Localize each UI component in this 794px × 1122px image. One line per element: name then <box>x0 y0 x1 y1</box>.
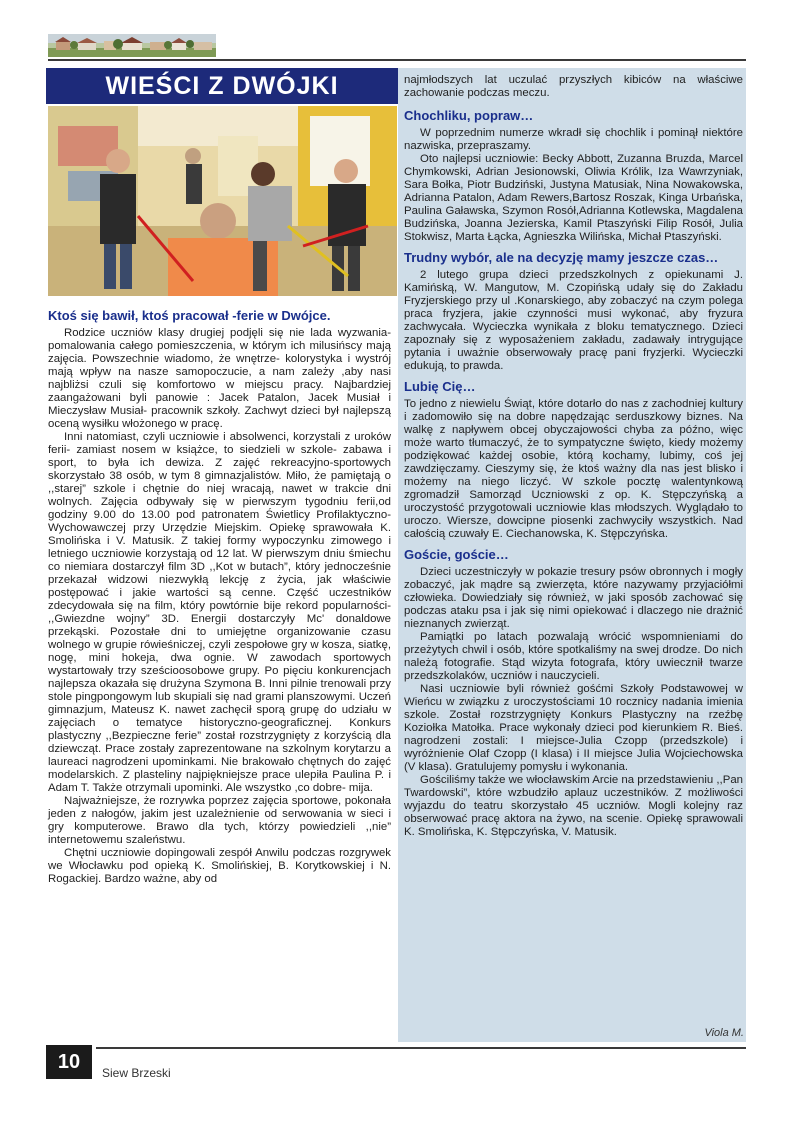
right-articles <box>404 74 743 839</box>
footer-rule <box>96 1047 746 1049</box>
page-number: 10 <box>46 1045 92 1079</box>
article-paragraph: Inni natomiast, czyli uczniowie i absolwenci, korzystali z uroków ferii- zamiast nosem w książce, to siedzieli w szkole- zabawa i sport, to była ich dewiza. Z zajęć rekreacyjno-sportowych skorzystało 38 osób, w tym 8 gimnazjalistów. Miło, że pamiętają o ,,starej” szkole i chętnie do niej wracają, nawet w trakcie dni wolnych. Zajęcia odbywały się w pierwszym tygodniu ferii,od godziny 9.00 do 13.00 pod patronatem Świetlicy Profilaktyczno-Wychowawczej przy Urzędzie Miejskim. Opiekę sprawowała K. Smolińska i V. Matusik. Z takiej formy wypoczynku zimowego i letniego uczniowie korzystają od 12 lat. W pierwszym dniu śmiechu co niemiara dostarczył film 3D ,,Kot w butach”, który jednocześnie przekazał widzowi niezwykłą lekcję z życia, jak właściwie postępować i jakie wartości są cenne. Część uczestników zdecydowała się na film, który powtórnie bije rekord popularności- ,,Gwiezdne wojny” 3D. Energii dostarczyły Mc' donaldowe przekąski. Pozostałe dni to umiejętne organizowanie czasu wolnego w grupie rówieśniczej, czyli zespołowe gry w kosza, siatkę, nogę, mini hokeja, dwa ognie. W zawodach sportowych wystartowały trzy sześcioosobowe grupy. Po pięciu konkurencjach najlepsza okazała się drużyna Szymona B. Inni pilnie trenowali przy stole pingpongowym lub skupiali się nad grami planszowymi. Uczeń gimnazjum, Mateusz K. nawet zachęcił sporą grupę do udziału w zajęciach o tematyce historyczno-geograficznej. Konkurs plastyczny ,,Bezpieczne ferie” został rozstrzygnięty z korzyścią dla dziewcząt. Prace zostały zaprezentowane na szkolnym korytarzu a laureaci nagrodzeni upominkami. Nie brakowało chętnych do zajęć modelarskich. Z plasteliny najpiękniejsze prace ulepiła Paulina P. i Adam T. Także otrzymali upominki. Ale wszystko ,co dobre- mija. <box>48 431 391 794</box>
article-heading: Ktoś się bawił, ktoś pracował -ferie w Dwójce. <box>48 308 331 323</box>
section-paragraph: Nasi uczniowie byli również gośćmi Szkoły Podstawowej w Wieńcu w związku z uroczystościami 10 rocznicy nadania imienia szkole. Został rozstrzygnięty Konkurs Plastyczny na rzeźbę Koziołka Matołka. Prace wykonały dzieci pod kierunkiem R. Bieś. nagrodzeni zostali: I miejsce-Julia Czopp (przedszkole) i wyróżnienie Olaf Czopp (I klasa) i II miejsce Julia Wojciechowska (V klasa). Gratulujemy pomysłu i wykonania. <box>404 683 743 773</box>
section-paragraph: 2 lutego grupa dzieci przedszkolnych z opiekunami J. Kamińską, W. Mangutow, M. Czopińską udały się do Zakładu Fryzjerskiego przy ul .Konarskiego, aby zobaczyć na czym polega praca fryzjera, jakie czynności musi wykonać, aby fryzura zachwycała. Wycieczka wynikała z bloku tematycznego. Dzieci zapoznały się z wyposażeniem zakładu, zadawały intrygujące pytania i uważnie obserwowały pracę pani fryzjerki. Wycieczki edukują, to prawda. <box>404 269 743 372</box>
section-heading: Trudny wybór, ale na decyzję mamy jeszcze czas… <box>404 250 719 265</box>
continued-paragraph: najmłodszych lat uczulać przyszłych kibiców na właściwe zachowanie podczas meczu. <box>404 74 743 99</box>
section-paragraph: Pamiątki po latach pozwalają wrócić wspomnieniami do przeżytych chwil i osób, które spotkaliśmy na swej drodze. Do nich należą fotografie. Stąd wizyta fotografa, który uwiecznił twarze przedszkolaków, uczniów i nauczycieli. <box>404 631 743 682</box>
section-paragraph: Oto najlepsi uczniowie: Becky Abbott, Zuzanna Bruzda, Marcel Chymkowski, Adrian Jesionowski, Oliwia Królik, Iza Wawrzyniak, Sara Bołka, Piotr Budziński, Justyna Matusiak, Nina Nowakowska, Adrianna Patalon, Adam Rewers,Bartosz Roszak, Kinga Urbańska, Paulina Gaławska, Szymon Rosół,Adrianna Kotlewska, Magdalena Budzińska, Joanna Jezierska, Kamil Ptaszyński Filip Rosół, Julia Stokwisz, Marta Łącka, Agnieszka Wilińska, Michał Ptaszyński. <box>404 153 743 243</box>
section-paragraph: To jedno z niewielu Świąt, które dotarło do nas z zachodniej kultury i zadomowiło się na dobre napędzając serduszkowy biznes. Na walkę z napływem obcej obyczajowości chyba za późno, więc może warto tłumaczyć, że to sympatyczne święto, kiedy możemy podziękować każdej osobie, którą kochamy, lubimy, coś jej zawdzięczamy. Cieszymy się, że ktoś ważny dla nas jest blisko i możemy na niego liczyć. W szkole pocztę walentynkową zgromadził Samorząd Uczniowski z op. K. Stępczyńską a uroczystość przygotowali uczniowie klas młodszych. Wyglądało to uroczo. Wiersze, dowcipne piosenki zachwyciły wszystkich. Nad całością czuwały E. Ciechanowska, K. Stępczyńska. <box>404 398 743 540</box>
article-photo <box>48 106 397 296</box>
header-village-image <box>48 34 216 57</box>
section-paragraph: Dzieci uczestniczyły w pokazie tresury psów obronnych i mogły zobaczyć, jak mądre są zwierzęta, które nazywamy przyjaciółmi człowieka. Dowiedziały się również, w jaki sposób zachować się podczas ataku psa i jak się nimi opiekować i dlaczego nie drażnić nieznanych zwierząt. <box>404 566 743 630</box>
article-paragraph: Najważniejsze, że rozrywka poprzez zajęcia sportowe, pokonała jeden z nałogów, jakim jest uzależnienie od serwowania w sieci i gry komputerowe. Brawo dla tych, którzy powiedzieli ,,nie” internetowemu szaleństwu. <box>48 795 391 846</box>
section-paragraph: Gościliśmy także we włocławskim Arcie na przedstawieniu ,,Pan Twardowski”, które wzbudziło aplauz uczestników. Z możliwości wyjazdu do teatru skorzystało 45 uczniów. Mogli kolejny raz obserwować pracę aktora na żywo, na scenie. Opiekę sprawowali K. Smolińska, K. Stępczyńska, V. Matusik. <box>404 774 743 838</box>
section-heading: Chochliku, popraw… <box>404 108 534 123</box>
header-rule <box>48 59 746 61</box>
section-heading: Lubię Cię… <box>404 379 476 394</box>
section-heading: Goście, goście… <box>404 547 509 562</box>
publication-name: Siew Brzeski <box>102 1066 171 1080</box>
masthead <box>46 68 398 104</box>
left-article <box>48 306 391 886</box>
article-paragraph: Rodzice uczniów klasy drugiej podjęli się nie lada wyzwania- pomalowania całego pomieszczenia, w którym ich milusińscy mają zajęcia. Powszechnie wiadomo, że wnętrze- kolorystyka i wystrój mają wpływ na nasze samopoczucie, a nam zależy ,aby nasi najbliżsi czuli się komfortowo w miejscu pracy. Najbardziej zaangażowani byli panowie : Jacek Patalon, Jacek Musiał i Mieczysław Musiał- pracownik szkoły. Zachwyt dzieci był najlepszą oceną wysiłku włożonego w pracę. <box>48 327 391 430</box>
section-paragraph: W poprzednim numerze wkradł się chochlik i pominął niektóre nazwiska, przepraszamy. <box>404 127 743 152</box>
masthead-title: WIEŚCI Z DWÓJKI <box>105 72 339 100</box>
article-paragraph: Chętni uczniowie dopingowali zespół Anwilu podczas rozgrywek we Włocławku pod opieką K. Smolińskiej, B. Korytkowskiej i N. Rogackiej. Bardzo ważne, aby od <box>48 847 391 885</box>
author-signature: Viola M. <box>704 1027 744 1039</box>
